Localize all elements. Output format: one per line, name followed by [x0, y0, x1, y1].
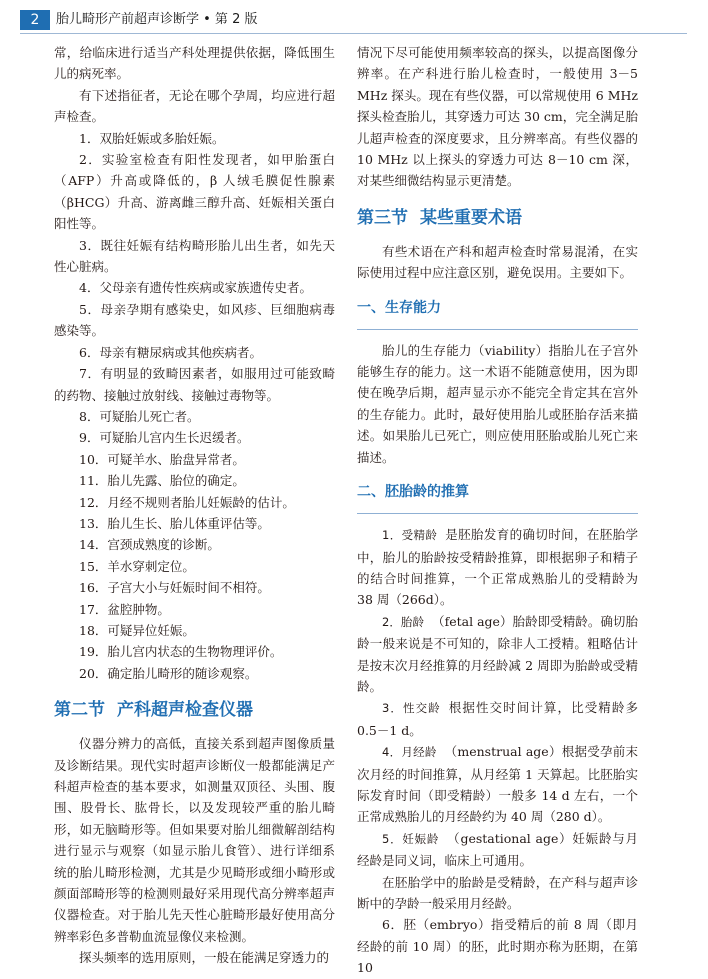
page-header: [0, 0, 708, 34]
subheading-viability: 一、生存能力: [357, 299, 441, 316]
paragraph: 情况下尽可能使用频率较高的探头，以提高图像分辨率。在产科进行胎儿检查时，一般使用 3－5 MHz 探头。现在有些仪器，可以常规使用 6 MHz 探头检查胎儿，其穿透力可达 30 cm，完全满足胎儿超声检查的深度要求，且分辨率高。有些仪器的 10 MHz 以上探头的穿透力可达 8－10 cm 深，对某些细微结构显示更清楚。: [357, 45, 638, 189]
section-title: 某些重要术语: [420, 207, 522, 228]
running-title: 胎儿畸形产前超声诊断学 • 第 2 版: [56, 12, 258, 27]
indications-list: [54, 128, 335, 685]
subheading-rule: [357, 329, 638, 330]
term-item: [357, 741, 638, 828]
list-item: 6．母亲有糖尿病或其他疾病者。: [79, 344, 262, 360]
header-rule: [20, 33, 687, 34]
paragraph: 胎儿的生存能力（viability）指胎儿在子宫外能够生存的能力。这一术语不能随意使用，因为即使在晚孕后期，超声显示亦不能完全肯定其在宫外的生存能力。此时，最好使用胎儿或胚胎存活来描述。如果胎儿已死亡，则应使用胚胎或胎儿死亡来描述。: [357, 342, 638, 465]
term-text: （fetal age）胎龄即受精龄。确切胎龄一般来说是不可知的，除非人工授精。粗略估计是按末次月经推算的月经龄减 2 周即为胎龄或受精龄。: [357, 613, 638, 694]
term-item: [357, 524, 638, 611]
term-text: 是胚胎发育的确切时间，在胚胎学中，胎儿的胎龄按受精龄推算，即根据卵子和精子的结合时间推算，一个正常成熟胎儿的受精龄为 38 周（266d）。: [357, 527, 638, 608]
list-item: 2．实验室检查有阳性发现者，如甲胎蛋白（AFP）升高或降低的，β 人绒毛膜促性腺素（βHCG）升高、游离雌三醇升高、妊娠相关蛋白阳性等。: [54, 152, 335, 232]
term-label: 1．受精龄: [382, 528, 438, 543]
term-item: [357, 697, 638, 741]
list-item: 7．有明显的致畸因素者，如服用过可能致畸的药物、接触过放射线、接触过毒物等。: [54, 366, 335, 403]
list-item: 14．宫颈成熟度的诊断。: [79, 537, 220, 553]
intro-continuation: 常，给临床进行适当产科处理提供依据，降低围生儿的病死率。: [54, 45, 335, 82]
list-item: 11．胎儿先露、胎位的确定。: [79, 473, 245, 489]
list-item: 1．双胎妊娠或多胎妊娠。: [79, 130, 225, 146]
section-heading-2: [54, 698, 335, 722]
list-item: 12．月经不规则者胎儿妊娠龄的估计。: [79, 494, 295, 510]
term-label: 2．胎龄: [382, 614, 425, 629]
right-column: [357, 42, 638, 979]
subheading-rule: [357, 513, 638, 514]
paragraph: 6．胚（embryo）指受精后的前 8 周（即月经龄的前 10 周）的胚，此时期亦称为胚期，在第 10: [357, 917, 638, 976]
list-item: 9．可疑胎儿宫内生长迟缓者。: [79, 430, 250, 446]
term-label: 4．月经龄: [382, 745, 437, 760]
list-item: 5．母亲孕期有感染史，如风疹、巨细胞病毒感染等。: [54, 301, 335, 339]
paragraph: 在胚胎学中的胎龄是受精龄，在产科与超声诊断中的孕龄一般采用月经龄。: [357, 874, 638, 911]
term-text: （menstrual age）根据受孕前末次月经的时间推算，从月经第 1 天算起。比胚胎实际发育时间（即受精龄）一般多 14 d 左右，一个正常成熟胎儿的月经龄约为 40 周（280 d）。: [357, 744, 638, 825]
subheading-embryo-age: 二、胚胎龄的推算: [357, 484, 469, 501]
paragraph: 探头频率的选用原则，一般在能满足穿透力的: [79, 950, 330, 966]
paragraph: 有些术语在产科和超声检查时常易混淆，在实际使用过程中应注意区别，避免误用。主要如下。: [357, 243, 638, 281]
term-label: 5．妊娠龄: [382, 831, 440, 846]
list-item: 3．既往妊娠有结构畸形胎儿出生者，如先天性心脏病。: [54, 237, 335, 275]
list-item: 8．可疑胎儿死亡者。: [79, 408, 200, 424]
list-item: 13．胎儿生长、胎儿体重评估等。: [79, 515, 270, 531]
left-column: [54, 42, 335, 969]
page-number: 2: [20, 10, 50, 30]
list-item: 17．盆腔肿物。: [79, 601, 170, 617]
term-text: 根据性交时间计算，比受精龄多 0.5－1 d。: [357, 700, 638, 738]
paragraph: 仪器分辨力的高低，直接关系到超声图像质量及诊断结果。现代实时超声诊断仪一般都能满足产科超声检查的基本要求，如测量双顶径、头围、腹围、股骨长、肱骨长，以及发现较严重的胎儿畸形，如无脑畸形等。但如果要对胎儿细微解剖结构进行显示与观察（如显示胎儿食管）、进行详细系统的胎儿畸形检测，尤其是少见畸形或细小畸形或颜面部畸形等的检测则最好采用现代高分辨率超声仪器检查。对于胎儿先天性心脏畸形最好使用高分辨率彩色多普勒血流显像仪来检测。: [54, 736, 335, 944]
section-number: 第二节: [54, 700, 105, 721]
section-heading-3: [357, 206, 638, 230]
list-item: 20．确定胎儿畸形的随诊观察。: [79, 665, 258, 681]
section-title: 产科超声检查仪器: [117, 700, 253, 721]
list-item: 10．可疑羊水、胎盘异常者。: [79, 451, 245, 467]
term-label: 3．性交龄: [382, 701, 441, 716]
list-item: 19．胎儿宫内状态的生物物理评价。: [79, 644, 283, 660]
list-item: 18．可疑异位妊娠。: [79, 622, 195, 638]
section-number: 第三节: [357, 207, 408, 228]
term-text: （gestational age）妊娠龄与月经龄是同义词，临床上可通用。: [357, 830, 638, 869]
indications-intro: 有下述指征者，无论在哪个孕周，均应进行超声检查。: [54, 87, 335, 125]
term-item: [357, 611, 638, 698]
list-item: 15．羊水穿刺定位。: [79, 558, 195, 574]
list-item: 16．子宫大小与妊娠时间不相符。: [79, 580, 270, 596]
list-item: 4．父母亲有遗传性疾病或家族遗传史者。: [79, 280, 312, 296]
term-item: [357, 828, 638, 872]
